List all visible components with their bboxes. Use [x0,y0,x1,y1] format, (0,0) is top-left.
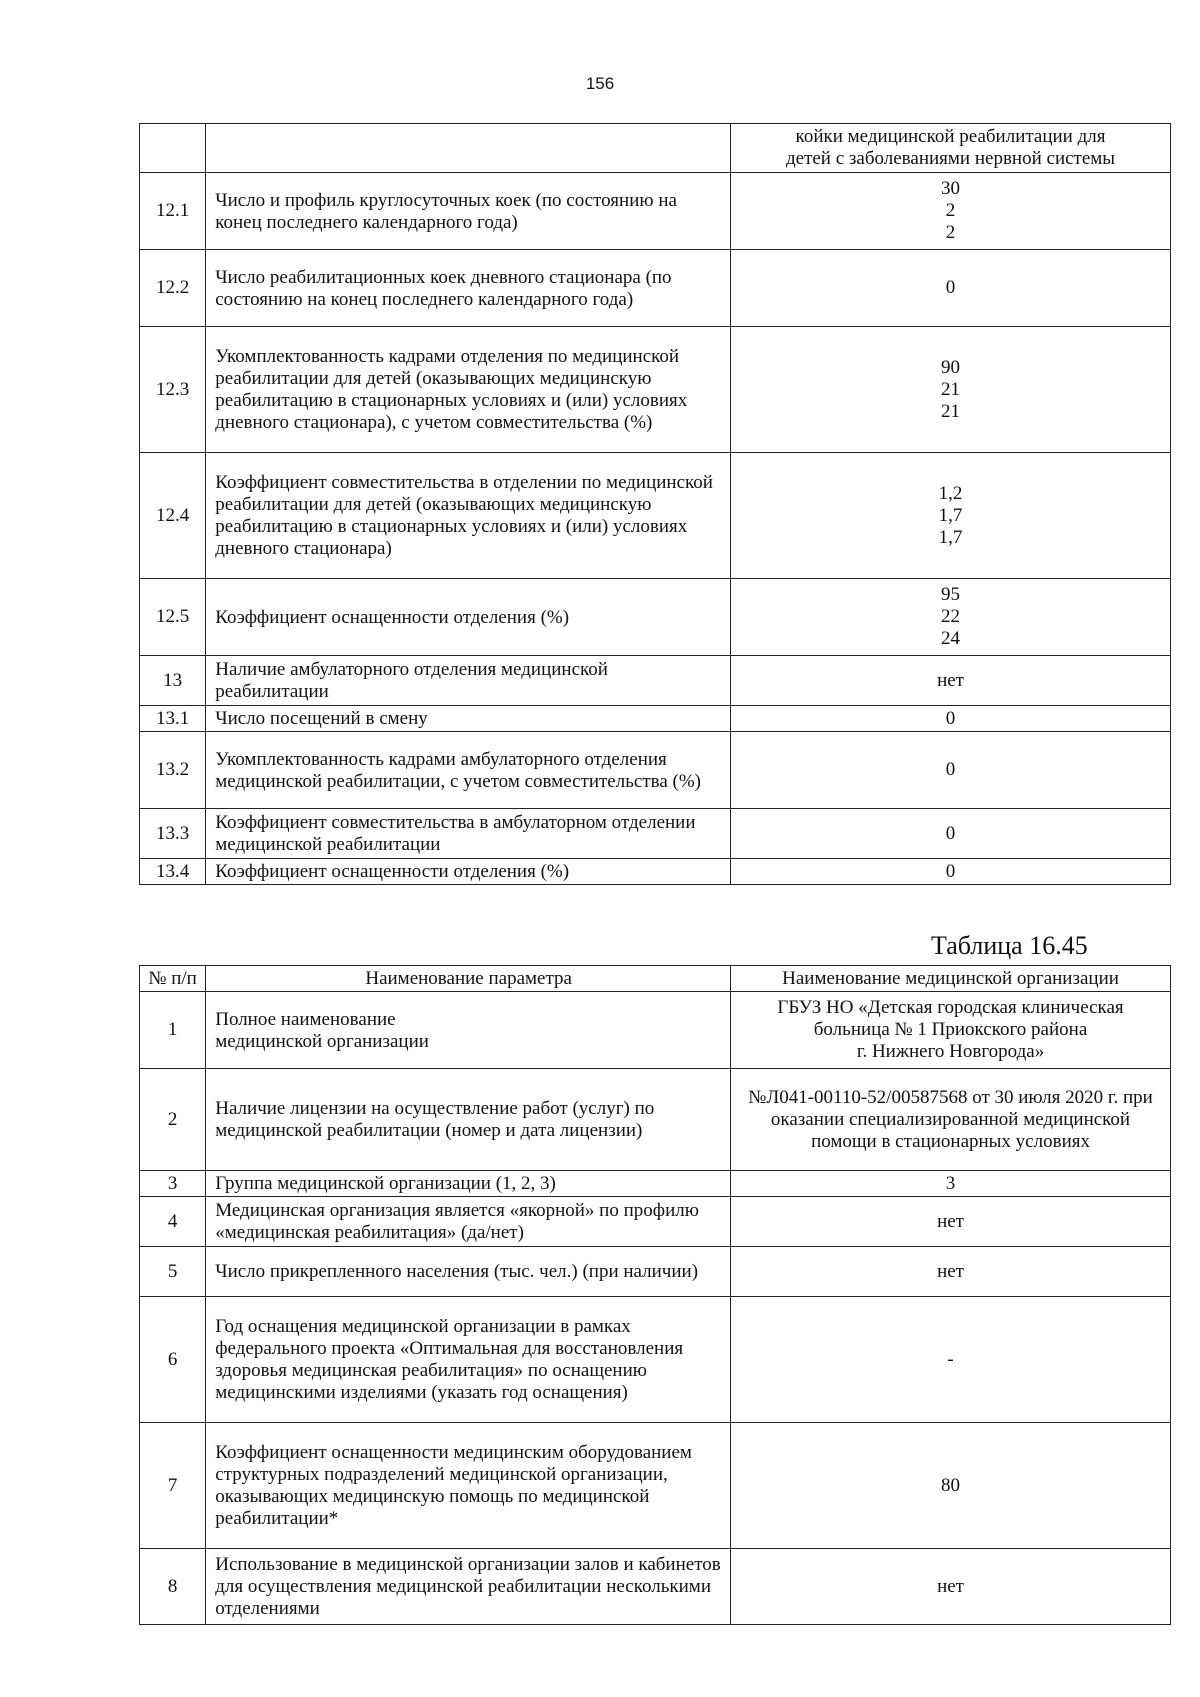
row-value-line: 22 [941,606,961,627]
row-number: 13.3 [140,809,206,859]
table-row [140,579,1171,656]
row-value-line: 2 [945,200,956,221]
row-value [731,992,1171,1069]
row-value [731,706,1171,732]
table-row [140,1171,1171,1197]
row-parameter-line: Медицинская организация является «якорной» по профилю «медицинская реабилитация» (да/нет) [215,1200,699,1243]
row-number: 13.1 [140,706,206,732]
row-value-line: 1,7 [938,504,963,526]
table-row [140,732,1171,809]
row-number: 12.4 [140,453,206,579]
row-value-line: 80 [941,1474,961,1496]
row-number: 13 [140,656,206,706]
row-parameter: Укомплектованность кадрами амбулаторного отделения медицинской реабилитации, с учетом совместительства (%) [206,732,731,809]
table-caption: Таблица 16.45 [931,931,1088,960]
row-number: 12.5 [140,579,206,656]
table-row [140,250,1171,327]
table-row [140,859,1171,885]
row-value-line: 1,7 [938,526,963,548]
table-row [140,809,1171,859]
row-parameter [206,1069,731,1171]
table-row [140,327,1171,453]
row-parameter: Укомплектованность кадрами отделения по медицинской реабилитации для детей (оказывающих медицинскую реабилитацию в стационарных условиях и (или) условиях дневного стационара), с учетом совместительства (%) [206,327,731,453]
row-value-line: 2 [945,222,956,243]
row-number: 13.2 [140,732,206,809]
row-parameter: Число посещений в смену [206,706,731,732]
row-number: 13.4 [140,859,206,885]
row-value-line: 0 [945,707,956,729]
row-parameter [206,1171,731,1197]
table-row [140,1297,1171,1423]
row-value-line: №Л041-00110-52/00587568 от 30 июля 2020 г. при оказании специализированной медицинской помощи в стационарных условиях [748,1086,1153,1152]
row-number: 4 [140,1197,206,1247]
row-value-line: нет [937,669,964,691]
row-value-line: 24 [941,628,961,649]
header-cell-empty [206,124,731,173]
row-value-line: г. Нижнего Новгорода» [856,1041,1045,1062]
row-value [731,1297,1171,1423]
row-number: 12.3 [140,327,206,453]
row-parameter: Коэффициент совместительства в амбулаторном отделении медицинской реабилитации [206,809,731,859]
row-number: 8 [140,1549,206,1625]
header-value-line: детей с заболеваниями нервной системы [785,148,1116,169]
table-header-row [140,966,1171,992]
row-parameter-line: Число прикрепленного населения (тыс. чел.) (при наличии) [215,1261,699,1282]
row-number: 7 [140,1423,206,1549]
row-value [731,173,1171,250]
row-value [731,1247,1171,1297]
header-value-cell [731,124,1171,173]
table-row [140,1197,1171,1247]
table-header-row [140,124,1171,173]
row-value-line: нет [937,1260,964,1282]
row-value-line: 0 [945,759,956,780]
row-number: 6 [140,1297,206,1423]
row-value-line: 0 [945,860,956,882]
row-value [731,809,1171,859]
row-parameter: Коэффициент совместительства в отделении по медицинской реабилитации для детей (оказывающих медицинскую реабилитацию в стационарных условиях и (или) условиях дневного стационара) [206,453,731,579]
row-value [731,327,1171,453]
row-value-line: 0 [945,822,956,844]
header-value: Наименование медицинской организации [731,966,1171,992]
row-parameter [206,1247,731,1297]
table-row [140,1423,1171,1549]
row-value-line: нет [937,1575,964,1597]
row-parameter [206,1197,731,1247]
row-parameter-line: Год оснащения медицинской организации в рамках федерального проекта «Оптимальная для восстановления здоровья медицинская реабилитация» по оснащению медицинскими изделиями (указать год оснащения) [215,1316,684,1403]
row-value [731,732,1171,809]
row-value [731,1423,1171,1549]
row-value-line: 21 [941,400,961,422]
row-value-line: 0 [945,277,956,298]
row-value [731,859,1171,885]
row-number: 1 [140,992,206,1069]
row-parameter: Коэффициент оснащенности отделения (%) [206,579,731,656]
row-value-line: нет [937,1210,964,1232]
page-number: 156 [585,74,615,93]
row-parameter [206,1423,731,1549]
row-value-line: 21 [941,378,961,400]
row-value [731,1069,1171,1171]
table-16-45 [139,965,1171,1625]
row-value [731,579,1171,656]
table-row [140,992,1171,1069]
row-value [731,250,1171,327]
row-number: 12.1 [140,173,206,250]
row-value [731,453,1171,579]
row-value [731,1549,1171,1625]
row-number: 5 [140,1247,206,1297]
header-name: Наименование параметра [206,966,731,992]
header-num: № п/п [140,966,206,992]
row-parameter: Коэффициент оснащенности отделения (%) [206,859,731,885]
row-parameter-line: Полное наименование [215,1008,396,1030]
row-value-line: 3 [945,1172,956,1194]
row-number: 2 [140,1069,206,1171]
row-value-line: ГБУЗ НО «Детская городская клиническая [777,997,1124,1018]
row-value [731,656,1171,706]
row-parameter: Число реабилитационных коек дневного стационара (по состоянию на конец последнего календарного года) [206,250,731,327]
row-number: 3 [140,1171,206,1197]
header-cell-empty [140,124,206,173]
row-parameter-line: Группа медицинской организации (1, 2, 3) [215,1173,556,1194]
row-value-line: 30 [941,178,961,199]
row-number: 12.2 [140,250,206,327]
table-row [140,656,1171,706]
row-value-line: 1,2 [938,482,963,504]
table-row [140,706,1171,732]
row-parameter-line: медицинской организации [215,1030,429,1052]
table-row [140,1069,1171,1171]
header-value-line: койки медицинской реабилитации для [795,126,1106,147]
row-value [731,1197,1171,1247]
table-row [140,1247,1171,1297]
row-value-line: 95 [941,584,961,605]
continuation-table [139,123,1171,885]
row-parameter-line: Использование в медицинской организации залов и кабинетов для осуществления медицинской реабилитации несколькими отделениями [215,1554,721,1619]
table-row [140,453,1171,579]
row-value-line: 90 [941,356,961,378]
row-parameter [206,1549,731,1625]
row-parameter [206,992,731,1069]
row-parameter: Наличие амбулаторного отделения медицинской реабилитации [206,656,731,706]
row-parameter-line: Наличие лицензии на осуществление работ (услуг) по медицинской реабилитации (номер и дата лицензии) [215,1098,655,1141]
row-value [731,1171,1171,1197]
row-value-line: больница № 1 Приокского района [813,1019,1088,1040]
row-parameter-line: Коэффициент оснащенности медицинским оборудованием структурных подразделений медицинской организации, оказывающих медицинскую помощь по медицинской реабилитации* [215,1442,692,1529]
row-value-line: - [947,1348,954,1370]
table-row [140,173,1171,250]
table-row [140,1549,1171,1625]
row-parameter: Число и профиль круглосуточных коек (по состоянию на конец последнего календарного года) [206,173,731,250]
row-parameter [206,1297,731,1423]
